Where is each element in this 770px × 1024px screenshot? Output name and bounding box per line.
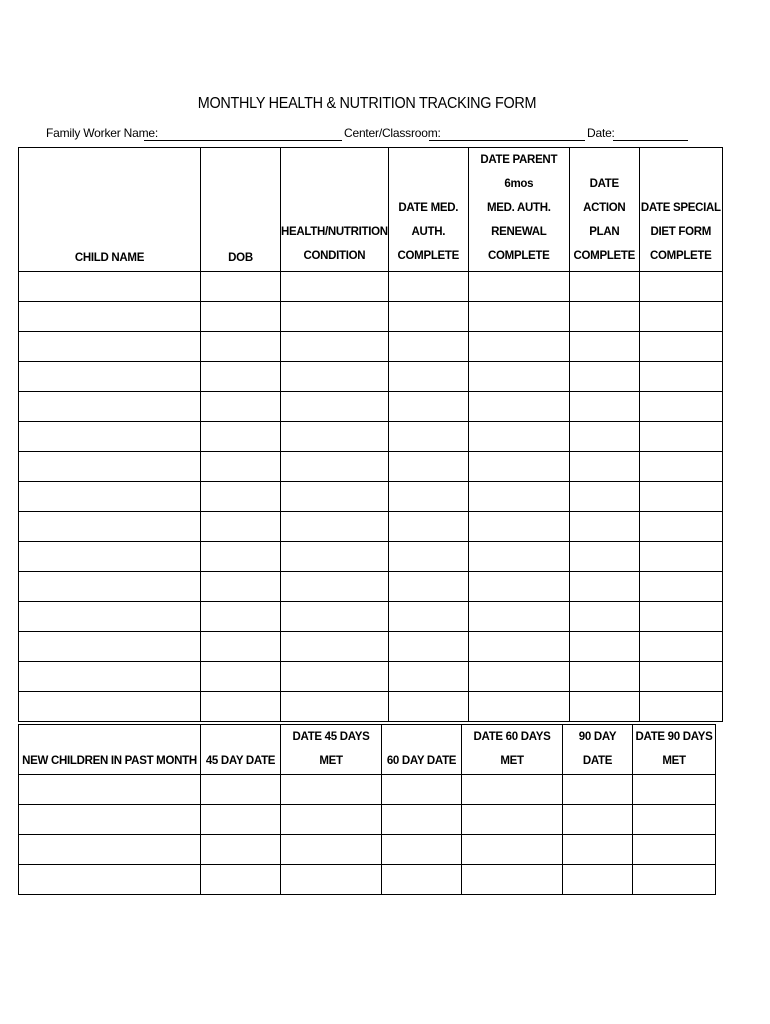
table-cell[interactable] (281, 835, 382, 865)
table-row (19, 392, 723, 422)
table-cell[interactable] (19, 835, 201, 865)
table-cell[interactable] (468, 572, 569, 602)
table-cell[interactable] (468, 302, 569, 332)
table-row (19, 835, 716, 865)
table-cell[interactable] (388, 452, 468, 482)
table-cell[interactable] (563, 775, 633, 805)
tracking-header-row (19, 148, 723, 272)
table-cell[interactable] (563, 805, 633, 835)
table-cell[interactable] (468, 542, 569, 572)
header-90-day-date: 90 DAY DATE (563, 725, 633, 775)
center-field[interactable] (429, 140, 585, 141)
table-cell[interactable] (201, 572, 281, 602)
table-cell[interactable] (569, 302, 639, 332)
table-cell[interactable] (19, 512, 201, 542)
table-cell[interactable] (468, 272, 569, 302)
table-cell[interactable] (201, 392, 281, 422)
table-cell[interactable] (462, 865, 563, 895)
table-cell[interactable] (388, 272, 468, 302)
family-worker-label: Family Worker Name: (46, 126, 158, 140)
table-cell[interactable] (281, 272, 389, 302)
new-children-table (18, 724, 716, 895)
table-cell[interactable] (639, 392, 722, 422)
table-cell[interactable] (281, 865, 382, 895)
table-cell[interactable] (569, 632, 639, 662)
table-cell[interactable] (633, 775, 716, 805)
table-cell[interactable] (639, 572, 722, 602)
table-cell[interactable] (569, 422, 639, 452)
table-cell[interactable] (281, 692, 389, 722)
table-cell[interactable] (19, 452, 201, 482)
table-cell[interactable] (19, 865, 201, 895)
table-cell[interactable] (468, 482, 569, 512)
table-cell[interactable] (281, 362, 389, 392)
header-45-day-date: 45 DAY DATE (201, 725, 281, 775)
table-cell[interactable] (19, 422, 201, 452)
table-cell[interactable] (468, 512, 569, 542)
table-cell[interactable] (19, 542, 201, 572)
table-cell[interactable] (281, 512, 389, 542)
table-cell[interactable] (639, 542, 722, 572)
table-row (19, 865, 716, 895)
table-cell[interactable] (388, 692, 468, 722)
table-cell[interactable] (388, 392, 468, 422)
table-cell[interactable] (19, 805, 201, 835)
table-cell[interactable] (281, 602, 389, 632)
table-cell[interactable] (569, 542, 639, 572)
table-cell[interactable] (639, 272, 722, 302)
table-cell[interactable] (388, 602, 468, 632)
table-row (19, 302, 723, 332)
new-children-body (19, 775, 716, 895)
table-cell[interactable] (201, 362, 281, 392)
table-cell[interactable] (281, 302, 389, 332)
table-cell[interactable] (281, 542, 389, 572)
table-cell[interactable] (468, 362, 569, 392)
table-cell[interactable] (633, 835, 716, 865)
table-cell[interactable] (281, 632, 389, 662)
table-cell[interactable] (201, 542, 281, 572)
center-label: Center/Classroom: (344, 126, 441, 140)
table-cell[interactable] (281, 572, 389, 602)
table-cell[interactable] (569, 272, 639, 302)
table-cell[interactable] (19, 272, 201, 302)
table-cell[interactable] (201, 865, 281, 895)
table-cell[interactable] (388, 542, 468, 572)
table-row (19, 452, 723, 482)
table-cell[interactable] (201, 662, 281, 692)
table-cell[interactable] (639, 632, 722, 662)
header-new-children: NEW CHILDREN IN PAST MONTH (19, 725, 201, 775)
table-cell[interactable] (281, 392, 389, 422)
table-cell[interactable] (563, 865, 633, 895)
table-cell[interactable] (569, 362, 639, 392)
table-cell[interactable] (569, 452, 639, 482)
table-cell[interactable] (19, 482, 201, 512)
table-cell[interactable] (201, 602, 281, 632)
table-row (19, 692, 723, 722)
table-cell[interactable] (201, 775, 281, 805)
table-cell[interactable] (19, 362, 201, 392)
table-cell[interactable] (462, 775, 563, 805)
table-row (19, 572, 723, 602)
table-cell[interactable] (462, 835, 563, 865)
table-cell[interactable] (19, 662, 201, 692)
header-90-days-met: DATE 90 DAYS MET (633, 725, 716, 775)
table-cell[interactable] (388, 302, 468, 332)
header-60-day-date: 60 DAY DATE (382, 725, 462, 775)
table-cell[interactable] (468, 632, 569, 662)
table-cell[interactable] (382, 835, 462, 865)
table-cell[interactable] (569, 482, 639, 512)
table-cell[interactable] (19, 692, 201, 722)
table-cell[interactable] (201, 332, 281, 362)
table-row (19, 422, 723, 452)
table-cell[interactable] (639, 602, 722, 632)
table-row (19, 272, 723, 302)
table-cell[interactable] (201, 302, 281, 332)
table-row (19, 775, 716, 805)
table-row (19, 332, 723, 362)
table-cell[interactable] (19, 572, 201, 602)
table-cell[interactable] (201, 272, 281, 302)
table-cell[interactable] (639, 512, 722, 542)
form-title: MONTHLY HEALTH & NUTRITION TRACKING FORM (197, 95, 537, 112)
table-cell[interactable] (281, 332, 389, 362)
table-cell[interactable] (388, 662, 468, 692)
table-cell[interactable] (388, 482, 468, 512)
table-cell[interactable] (639, 482, 722, 512)
table-cell[interactable] (462, 805, 563, 835)
table-cell[interactable] (382, 865, 462, 895)
tracking-table (18, 147, 723, 722)
header-45-days-met: DATE 45 DAYS MET (281, 725, 382, 775)
date-field[interactable] (613, 140, 688, 141)
table-cell[interactable] (468, 422, 569, 452)
table-cell[interactable] (201, 835, 281, 865)
table-cell[interactable] (19, 632, 201, 662)
new-children-header-row (19, 725, 716, 775)
table-cell[interactable] (468, 392, 569, 422)
table-cell[interactable] (201, 805, 281, 835)
tracking-body (19, 272, 723, 722)
table-row (19, 512, 723, 542)
table-cell[interactable] (639, 422, 722, 452)
table-cell[interactable] (388, 572, 468, 602)
table-cell[interactable] (19, 302, 201, 332)
family-worker-field[interactable] (144, 140, 342, 141)
table-cell[interactable] (388, 362, 468, 392)
table-cell[interactable] (569, 392, 639, 422)
table-cell[interactable] (281, 775, 382, 805)
table-row (19, 805, 716, 835)
table-cell[interactable] (201, 632, 281, 662)
table-cell[interactable] (281, 452, 389, 482)
table-cell[interactable] (201, 422, 281, 452)
table-cell[interactable] (563, 835, 633, 865)
table-cell[interactable] (569, 602, 639, 632)
table-cell[interactable] (201, 482, 281, 512)
table-cell[interactable] (281, 805, 382, 835)
table-cell[interactable] (569, 332, 639, 362)
table-row (19, 602, 723, 632)
table-cell[interactable] (639, 662, 722, 692)
table-row (19, 482, 723, 512)
table-cell[interactable] (569, 572, 639, 602)
table-cell[interactable] (639, 332, 722, 362)
table-cell[interactable] (468, 662, 569, 692)
table-cell[interactable] (468, 452, 569, 482)
table-cell[interactable] (388, 422, 468, 452)
header-renewal: DATE PARENT 6mos MED. AUTH. RENEWAL COMPLETE (468, 148, 569, 272)
table-cell[interactable] (382, 805, 462, 835)
date-label: Date: (587, 126, 615, 140)
table-cell[interactable] (201, 692, 281, 722)
table-cell[interactable] (388, 332, 468, 362)
header-special-diet: DATE SPECIAL DIET FORM COMPLETE (639, 148, 722, 272)
table-row (19, 362, 723, 392)
header-child-name: CHILD NAME (19, 148, 201, 272)
table-cell[interactable] (633, 865, 716, 895)
table-cell[interactable] (569, 692, 639, 722)
table-cell[interactable] (468, 602, 569, 632)
table-cell[interactable] (569, 512, 639, 542)
table-cell[interactable] (639, 302, 722, 332)
header-action-plan: DATE ACTION PLAN COMPLETE (569, 148, 639, 272)
table-cell[interactable] (201, 452, 281, 482)
table-cell[interactable] (639, 452, 722, 482)
table-cell[interactable] (388, 632, 468, 662)
table-cell[interactable] (382, 775, 462, 805)
table-cell[interactable] (281, 482, 389, 512)
table-row (19, 542, 723, 572)
table-cell[interactable] (633, 805, 716, 835)
table-cell[interactable] (19, 332, 201, 362)
table-cell[interactable] (19, 392, 201, 422)
table-cell[interactable] (201, 512, 281, 542)
header-condition: HEALTH/NUTRITION CONDITION (281, 148, 389, 272)
table-row (19, 632, 723, 662)
table-cell[interactable] (19, 775, 201, 805)
table-cell[interactable] (468, 692, 569, 722)
table-cell[interactable] (468, 332, 569, 362)
table-cell[interactable] (281, 662, 389, 692)
header-60-days-met: DATE 60 DAYS MET (462, 725, 563, 775)
table-cell[interactable] (569, 662, 639, 692)
table-cell[interactable] (639, 362, 722, 392)
table-row (19, 662, 723, 692)
header-med-auth: DATE MED. AUTH. COMPLETE (388, 148, 468, 272)
table-cell[interactable] (639, 692, 722, 722)
header-dob: DOB (201, 148, 281, 272)
table-cell[interactable] (388, 512, 468, 542)
table-cell[interactable] (281, 422, 389, 452)
table-cell[interactable] (19, 602, 201, 632)
